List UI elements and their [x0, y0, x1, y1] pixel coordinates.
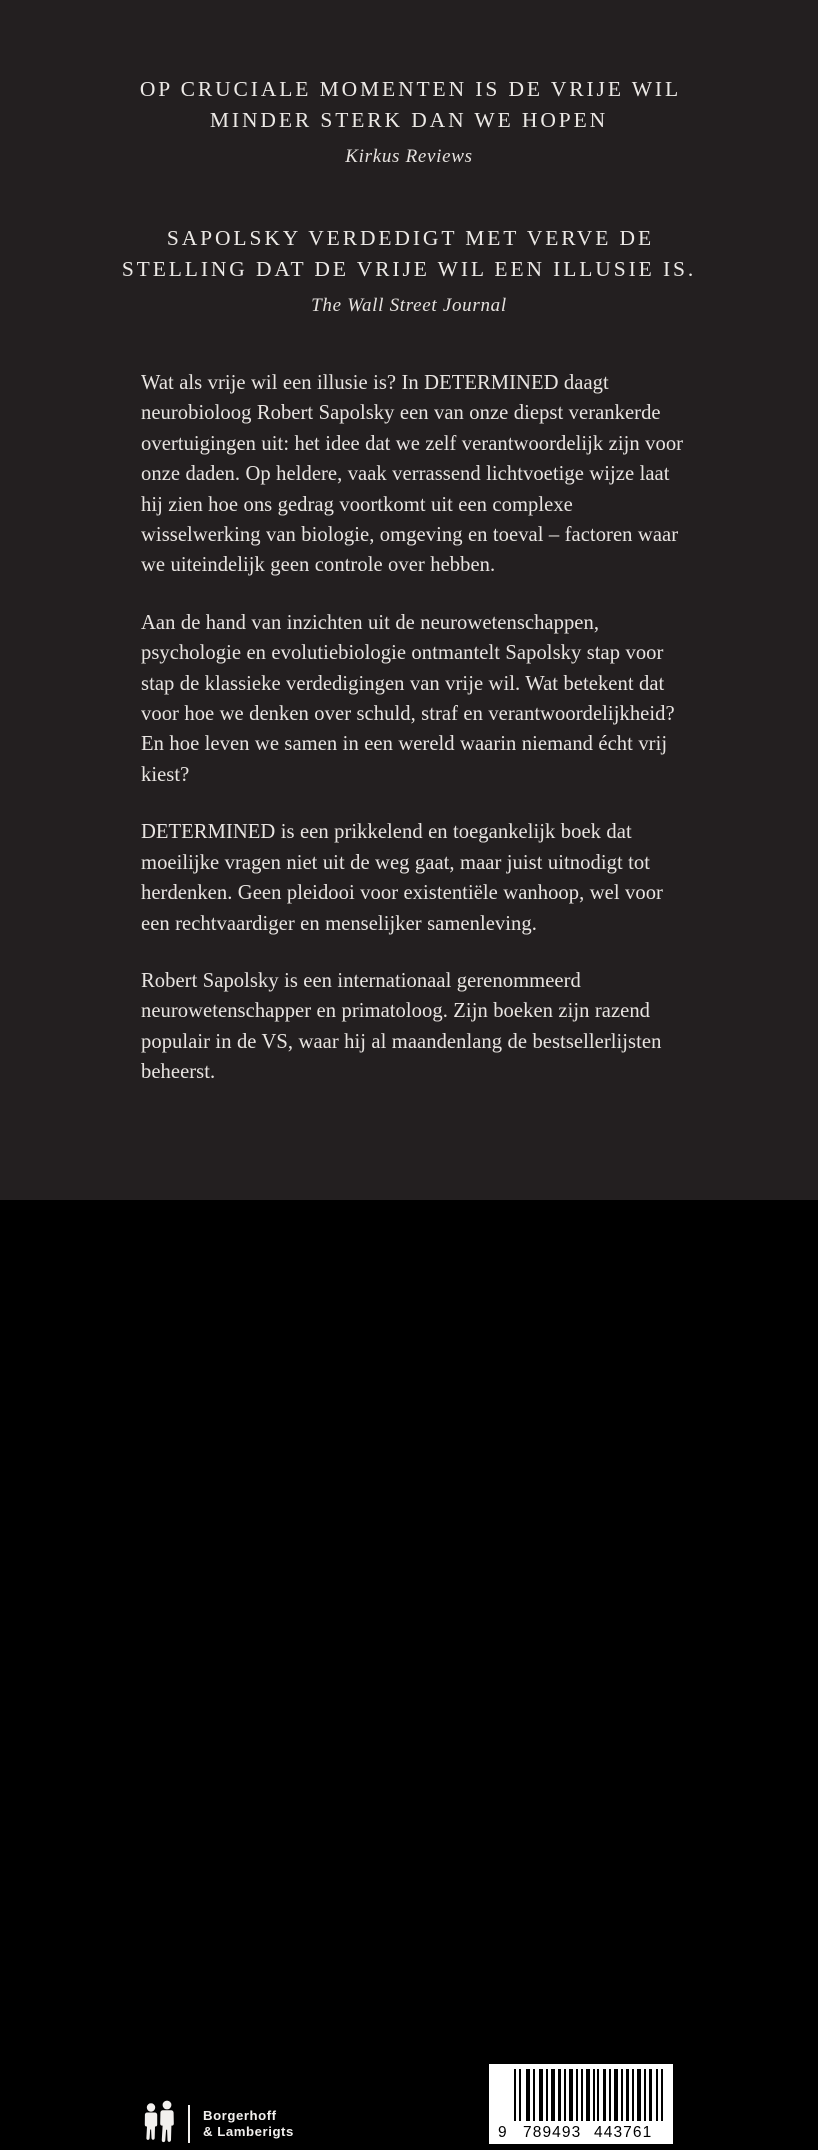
review-quote-2-source: The Wall Street Journal [311, 295, 507, 316]
review-quote-1-source: Kirkus Reviews [345, 146, 473, 167]
barcode-digit-group-1: 789493 [523, 2124, 582, 2141]
barcode-digit-group-2: 443761 [594, 2124, 653, 2141]
isbn-barcode [489, 2064, 673, 2144]
publisher-name: Borgerhoff & Lamberigts [203, 2108, 294, 2139]
publisher-logo [138, 2098, 294, 2150]
publisher-divider [188, 2105, 190, 2143]
barcode-digit-prefix: 9 [498, 2124, 508, 2141]
review-quote-1 [109, 74, 709, 169]
barcode-bars [496, 2069, 666, 2121]
blurb-paragraph-3: DETERMINED is een prikkelend en toegankelijk boek dat moeilijke vragen niet uit de weg gaat, maar juist uitnodigt tot herdenken. Geen pleidooi voor existentiële wanhoop, wel voor een rechtvaardiger en menselijker samenleving. [141, 821, 663, 935]
review-quote-1-text: OP CRUCIALE MOMENTEN IS DE VRIJE WIL MINDER STERK DAN WE HOPEN [139, 77, 682, 132]
review-quote-2 [109, 223, 709, 318]
blurb-paragraph-1: Wat als vrije wil een illusie is? In DETERMINED daagt neurobioloog Robert Sapolsky een van onze diepst verankerde overtuigingen uit: het idee dat we zelf verantwoordelijk zijn voor onze daden. Op heldere, vaak verrassend lichtvoetige wijze laat hij zien hoe ons gedrag voortkomt uit een complexe wisselwerking van biologie, omgeving en toeval – factoren waar we uiteindelijk geen controle over hebben. [141, 372, 684, 577]
blurb-body [141, 368, 684, 1088]
review-quote-2-text: SAPOLSKY VERDEDIGT MET VERVE DE STELLING DAT DE VRIJE WIL EEN ILLUSIE IS. [121, 226, 697, 281]
cover-footer [0, 1030, 818, 2141]
blurb-paragraph-4: Robert Sapolsky is een internationaal gerenommeerd neurowetenschapper en primatoloog. Zijn boeken zijn razend populair in de VS, waar hij al maandenlang de bestsellerlijsten beheerst. [141, 969, 662, 1084]
barcode-digits [496, 2121, 666, 2141]
two-walking-figures-icon [138, 2100, 180, 2148]
blurb-paragraph-2: Aan de hand van inzichten uit de neurowetenschappen, psychologie en evolutiebiologie ontmantelt Sapolsky stap voor stap de klassieke verdedigingen van vrije wil. Wat betekent dat voor hoe we denken over schuld, straf en verantwoordelijkheid? En hoe leven we samen in een wereld waarin niemand écht vrij kiest? [141, 611, 675, 786]
review-quotes-section [109, 74, 709, 318]
